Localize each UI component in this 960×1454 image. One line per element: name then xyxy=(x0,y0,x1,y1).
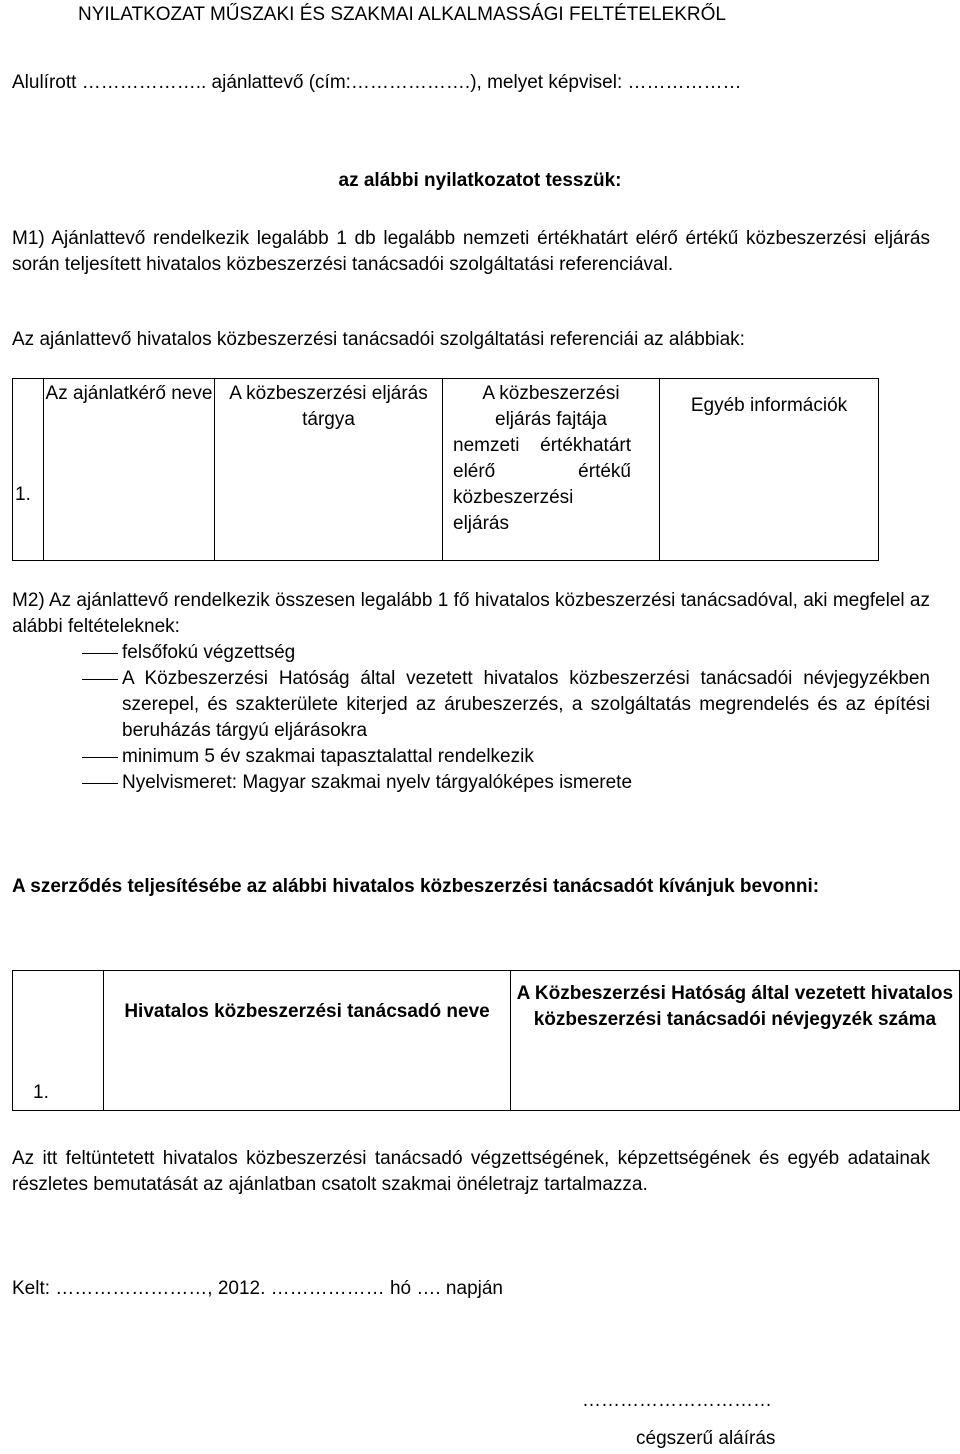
signature-label: cégszerű aláírás xyxy=(636,1428,776,1449)
signature-line: ………………………… xyxy=(582,1390,772,1411)
references-table xyxy=(12,378,879,561)
dash-bullet xyxy=(82,757,118,758)
list-item: A Közbeszerzési Hatóság által vezetett hivatalos közbeszerzési tanácsadói névjegyzékben szerepel, és szakterülete kiterjed az árubeszerzés, a szolgáltatás megrendelés és az építési beruházás tárgyú eljárásokra xyxy=(82,666,930,744)
table-row xyxy=(13,379,879,561)
row-number: 1. xyxy=(13,379,44,561)
m2-paragraph: M2) Az ajánlattevő rendelkezik összesen legalább 1 fő hivatalos közbeszerzési tanácsadóval, aki megfelel az alábbi feltételeknek: xyxy=(12,590,930,637)
col-type-value: nemzeti értékhatárt elérő értékű közbeszerzési eljárás xyxy=(453,435,631,534)
advisor-table xyxy=(12,970,960,1111)
document-title: NYILATKOZAT MŰSZAKI ÉS SZAKMAI ALKALMASSÁGI FELTÉTELEKRŐL xyxy=(78,4,726,25)
col-other-header: Egyéb információk xyxy=(660,379,879,561)
col-registry-header: A Közbeszerzési Hatóság által vezetett hivatalos közbeszerzési tanácsadói névjegyzék száma xyxy=(510,971,959,1111)
date-line: Kelt: ……………………, 2012. ……………… hó …. napján xyxy=(12,1278,503,1299)
declaration-heading: az alábbi nyilatkozatot tesszük: xyxy=(338,170,622,191)
list-item: felsőfokú végzettség xyxy=(82,640,930,666)
table-row xyxy=(13,971,960,1111)
col-client-header: Az ajánlatkérő neve xyxy=(44,379,215,561)
col-type-header: A közbeszerzési eljárás fajtája xyxy=(482,383,620,430)
cv-note-paragraph: Az itt feltüntetett hivatalos közbeszerzési tanácsadó végzettségének, képzettségének és egyéb adatainak részletes bemutatását az ajánlatban csatolt szakmai önéletrajz tartalmazza. xyxy=(12,1148,930,1195)
list-item: Nyelvismeret: Magyar szakmai nyelv tárgyalóképes ismerete xyxy=(82,770,930,796)
advisor-heading: A szerződés teljesítésébe az alábbi hivatalos közbeszerzési tanácsadót kívánjuk bevonni: xyxy=(12,876,820,897)
m1-paragraph: M1) Ajánlattevő rendelkezik legalább 1 db legalább nemzeti értékhatárt elérő értékű közbeszerzési eljárás során teljesített hivatalos közbeszerzési tanácsadói szolgáltatási referenciával. xyxy=(12,228,930,275)
col-subject-header: A közbeszerzési eljárás tárgya xyxy=(215,379,443,561)
dash-bullet xyxy=(82,679,118,680)
list-item: minimum 5 év szakmai tapasztalattal rendelkezik xyxy=(82,744,930,770)
intro-paragraph: Alulírott ……………….. ajánlattevő (cím:……………….), melyet képvisel: ……………… xyxy=(12,72,742,93)
col-advisor-name-header: Hivatalos közbeszerzési tanácsadó neve xyxy=(104,971,510,1111)
requirements-list xyxy=(82,640,930,796)
dash-bullet xyxy=(82,653,118,654)
col-type-cell xyxy=(443,379,660,561)
references-intro: Az ajánlattevő hivatalos közbeszerzési tanácsadói szolgáltatási referenciái az alábbiak: xyxy=(12,329,745,350)
row-number: 1. xyxy=(13,971,104,1111)
dash-bullet xyxy=(82,783,118,784)
